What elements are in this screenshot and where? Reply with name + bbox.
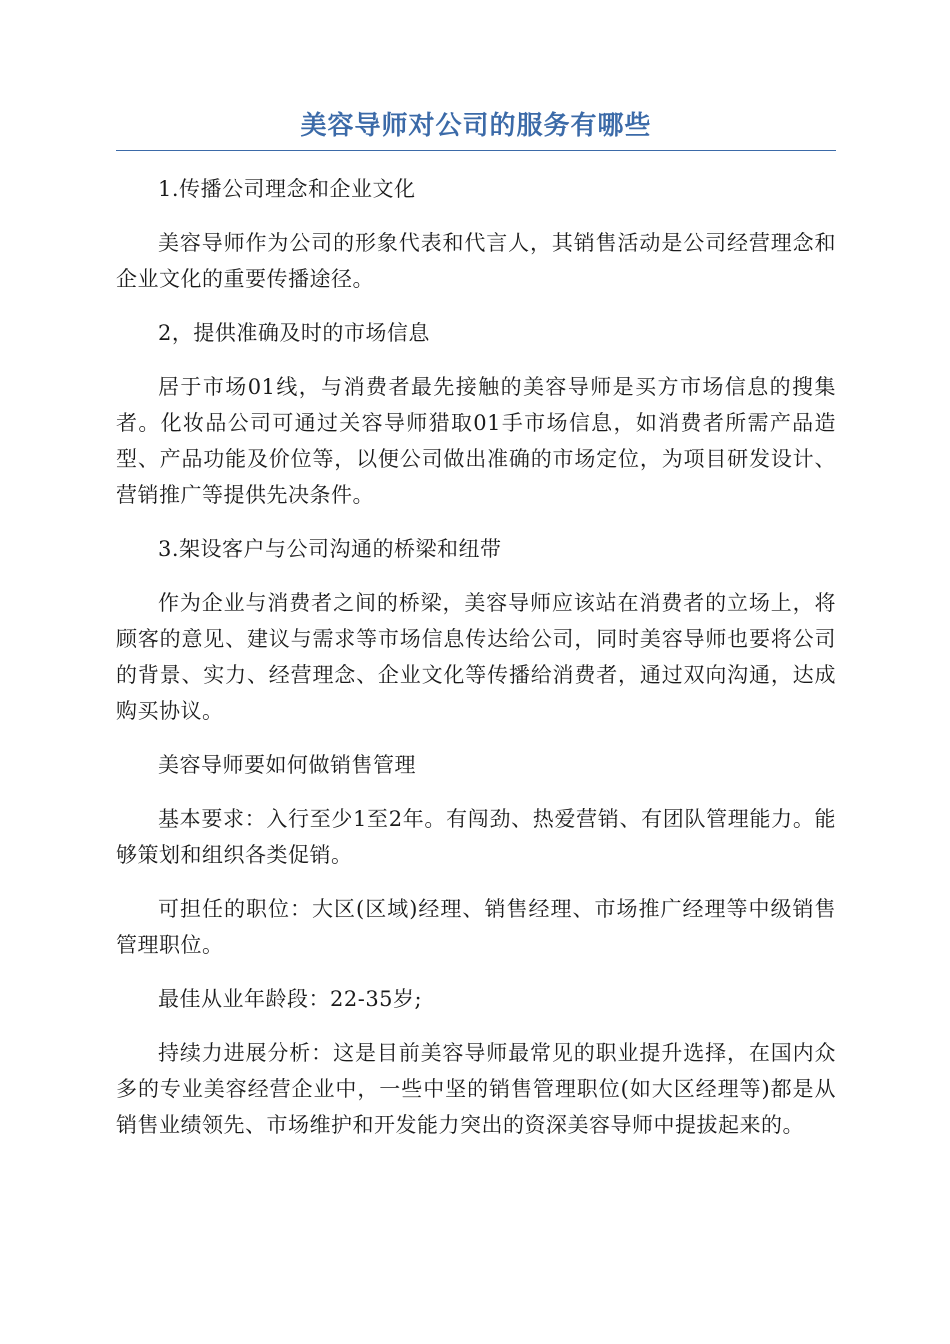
section-heading: 美容导师要如何做销售管理: [158, 753, 416, 777]
paragraph: 最佳从业年龄段：22-35岁;: [158, 987, 423, 1011]
document-page: [116, 110, 836, 1161]
heading-3: 3.架设客户与公司沟通的桥梁和纽带: [158, 537, 502, 561]
paragraph: 持续力进展分析：这是目前美容导师最常见的职业提升选择，在国内众多的专业美容经营企业中，一些中坚的销售管理职位(如大区经理等)都是从销售业绩领先、市场维护和开发能力突出的资深美容导师中提拔起来的。: [116, 1041, 836, 1137]
heading-1: 1.传播公司理念和企业文化: [158, 177, 416, 201]
paragraph: 居于市场01线，与消费者最先接触的美容导师是买方市场信息的搜集者。化妆品公司可通过关容导师猎取01手市场信息，如消费者所需产品造型、产品功能及价位等，以便公司做出准确的市场定位，为项目研发设计、营销推广等提供先决条件。: [116, 375, 836, 507]
paragraph: 基本要求：入行至少1至2年。有闯劲、热爱营销、有团队管理能力。能够策划和组织各类促销。: [116, 807, 836, 867]
heading-2: 2，提供准确及时的市场信息: [158, 321, 430, 345]
document-title: 美容导师对公司的服务有哪些: [116, 110, 836, 151]
paragraph: 美容导师作为公司的形象代表和代言人，其销售活动是公司经营理念和企业文化的重要传播途径。: [116, 231, 836, 291]
paragraph: 作为企业与消费者之间的桥梁，美容导师应该站在消费者的立场上，将顾客的意见、建议与需求等市场信息传达给公司，同时美容导师也要将公司的背景、实力、经营理念、企业文化等传播给消费者，通过双向沟通，达成购买协议。: [116, 591, 836, 723]
paragraph: 可担任的职位：大区(区域)经理、销售经理、市场推广经理等中级销售管理职位。: [116, 897, 836, 957]
